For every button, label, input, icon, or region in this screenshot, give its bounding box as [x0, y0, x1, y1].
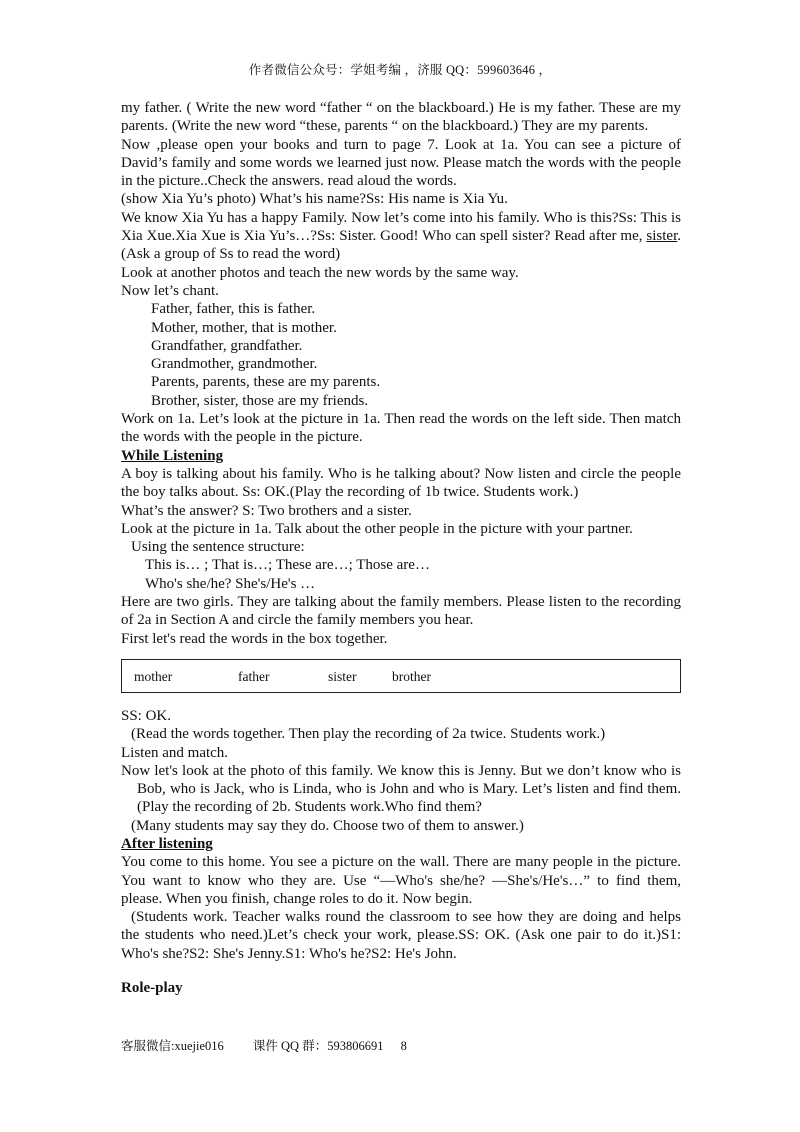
paragraph: Using the sentence structure: [131, 539, 305, 556]
paragraph: Look at another photos and teach the new words by the same way. [121, 264, 519, 281]
document-body [121, 99, 681, 997]
paragraph: (Students work. Teacher walks round the classroom to see how they are doing and helps the students who need.)Let’s check your work, please.SS: OK. (Ask one pair to do it.)S1: Who's she?S2: She's Jenny.S1: Who's he?S2: He's John. [121, 909, 681, 962]
chant-line: Parents, parents, these are my parents. [151, 374, 381, 391]
paragraph: We know Xia Yu has a happy Family. Now let’s come into his family. Who is this?Ss: This is Xia Xue.Xia Xue is Xia Yu’s…?Ss: Sister. Good! Who can spell sister? Read after me, sister. (Ask a group of Ss to read the word) [121, 209, 681, 263]
paragraph: my father. ( Write the new word “father “ on the blackboard.) He is my father. These are my parents. (Write the new word “these, parents “ on the blackboard.) They are my parents. [121, 100, 681, 135]
sentence-pattern: This is… ; That is…; These are…; Those are… [145, 557, 430, 574]
paragraph: What’s the answer? S: Two brothers and a sister. [121, 502, 412, 519]
paragraph: SS: OK. [121, 707, 172, 724]
paragraph: A boy is talking about his family. Who is he talking about? Now listen and circle the people the boy talks about. Ss: OK.(Play the recording of 1b twice. Students work.) [121, 465, 681, 501]
paragraph: Here are two girls. They are talking about the family members. Please listen to the recording of 2a in Section A and circle the family members you hear. [121, 594, 681, 629]
paragraph: Now ,please open your books and turn to page 7. Look at 1a. You can see a picture of David’s family and some words we learned just now. Please match the words with the people in the picture..Check the answers. read aloud the words. [121, 136, 681, 190]
footer-qq-group: 课件 QQ 群：593806691 [252, 1039, 384, 1053]
paragraph: Now let’s chant. [121, 282, 219, 299]
chant-line: Mother, mother, that is mother. [151, 319, 337, 336]
chant-block [121, 300, 681, 410]
paragraph: (show Xia Yu’s photo) What’s his name?Ss: His name is Xia Yu. [121, 191, 508, 208]
paragraph: You come to this home. You see a picture on the wall. There are many people in the picture. You want to know who they are. Use “—Who's she/he? —She's/He's…” to find them, please. When you finish, change roles to do it. Now begin. [121, 854, 681, 907]
chant-line: Grandfather, grandfather. [151, 337, 303, 354]
underlined-word: sister [646, 228, 678, 245]
section-heading-role-play: Role-play [121, 980, 183, 997]
page-header: 作者微信公众号：学姐考编 ，济服 QQ：599603646 ， [248, 63, 552, 77]
sentence-pattern: Who's she/he? She's/He's … [145, 575, 316, 592]
paragraph: (Many students may say they do. Choose two of them to answer.) [131, 817, 524, 834]
paragraph: Work on 1a. Let’s look at the picture in 1a. Then read the words on the left side. Then match the words with the people in the picture. [121, 411, 681, 446]
word-box-item: father [238, 668, 270, 684]
footer-wechat: 客服微信:xuejie016 [121, 1039, 224, 1053]
section-heading-after-listening: After listening [121, 835, 213, 852]
section-heading-while-listening: While Listening [121, 447, 224, 464]
paragraph: (Read the words together. Then play the recording of 2a twice. Students work.) [131, 726, 606, 743]
page-number: 8 [400, 1039, 407, 1053]
paragraph: Look at the picture in 1a. Talk about the other people in the picture with your partner. [121, 520, 633, 537]
chant-line: Brother, sister, those are my friends. [151, 392, 369, 409]
paragraph: Now let's look at the photo of this family. We know this is Jenny. But we don’t know who is Bob, who is Jack, who is Linda, who is John and who is Mary. Let’s listen and find them. (Play the recording of 2b. Students work.Who find them? [121, 762, 681, 816]
page-footer [121, 1036, 407, 1054]
chant-line: Grandmother, grandmother. [151, 356, 318, 373]
chant-line: Father, father, this is father. [151, 301, 316, 318]
word-box-item: brother [392, 668, 431, 684]
word-box-item: mother [134, 668, 173, 684]
word-box [121, 659, 681, 693]
paragraph: First let's read the words in the box together. [121, 630, 388, 647]
paragraph: Listen and match. [121, 744, 229, 761]
word-box-item: sister [328, 668, 357, 684]
